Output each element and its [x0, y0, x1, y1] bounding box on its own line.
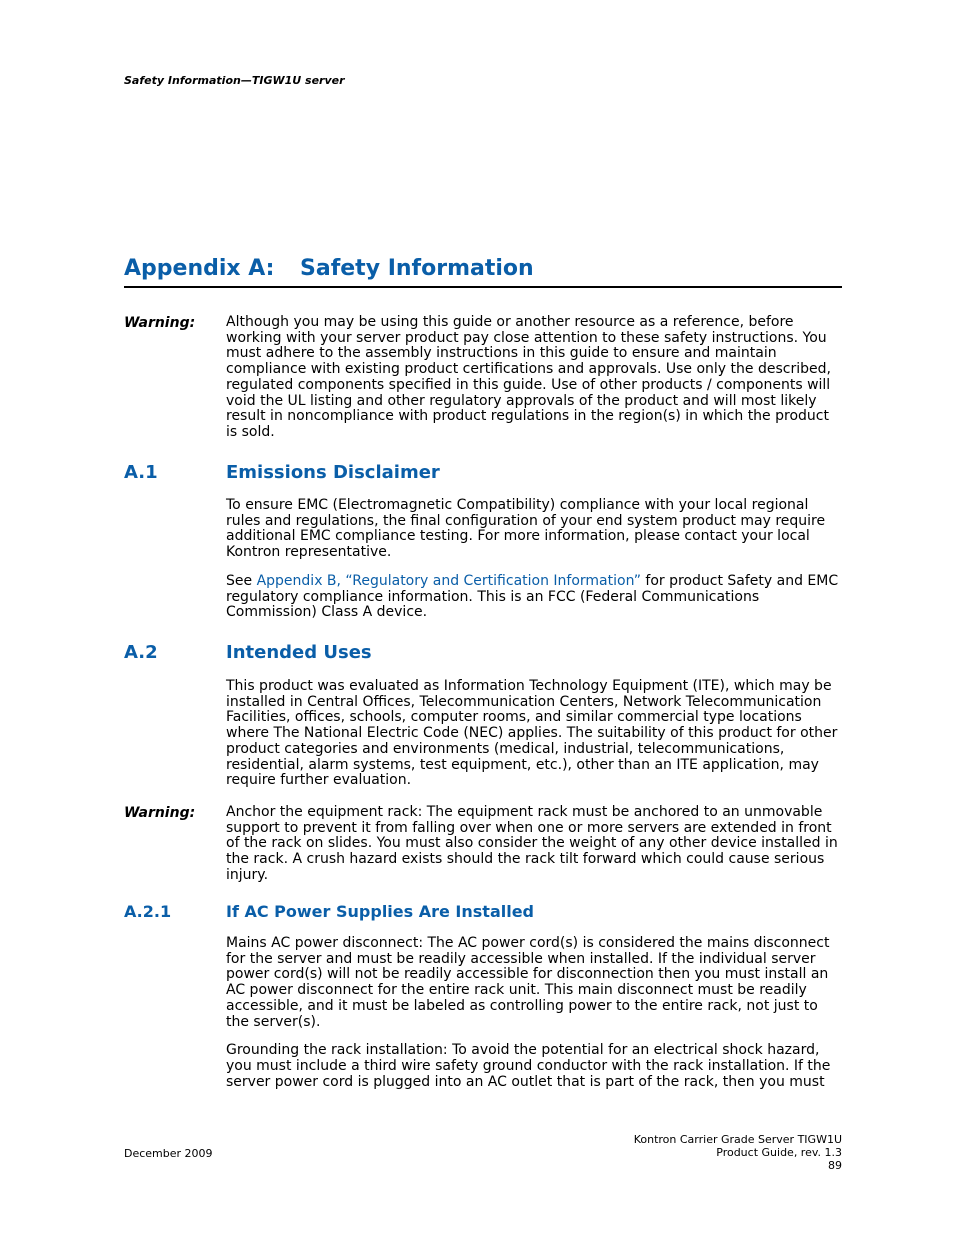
- warning-block-2: [124, 805, 842, 884]
- warning-label: Warning:: [124, 315, 196, 331]
- paragraph: Grounding the rack installation: To avoid the potential for an electrical shock hazard, you must include a third wire safety ground conductor with the rack installation. If the server power cord is plugged into an AC outlet that is part of the rack, then you must: [226, 1042, 831, 1090]
- section-heading-a2: [124, 642, 372, 663]
- section-number: A.2.1: [124, 902, 172, 921]
- page-title: [124, 256, 842, 288]
- section-title: Intended Uses: [226, 642, 372, 663]
- section-number: A.1: [124, 462, 158, 483]
- paragraph: This product was evaluated as Information Technology Equipment (ITE), which may be installed in Central Offices, Telecommunication Centers, Network Telecommunication Facilities, offices, schools, computer rooms, and similar commercial type locations where The National Electric Code (NEC) applies. The suitability of this product for other product categories and environments (medical, industrial, telecommunications, residential, alarm systems, test equipment, etc.), other than an ITE application, may require further evaluation.: [226, 678, 838, 789]
- section-a21-body: [124, 936, 842, 1090]
- appendix-number: Appendix A:: [124, 256, 275, 281]
- footer-date: December 2009: [124, 1147, 213, 1160]
- running-header: Safety Information—TIGW1U server: [124, 74, 345, 87]
- appendix-title: Safety Information: [300, 256, 534, 281]
- section-a2-body: [124, 679, 842, 789]
- footer-product: Kontron Carrier Grade Server TIGW1U: [633, 1133, 842, 1146]
- page-number: 89: [828, 1159, 842, 1172]
- warning-text: Anchor the equipment rack: The equipment rack must be anchored to an unmovable support to prevent it from falling over when one or more servers are extended in front of the rack on slides. You must also consider the weight of any other device installed in the rack. A crush hazard exists should the rack tilt forward which could cause serious injury.: [226, 804, 838, 883]
- paragraph: To ensure EMC (Electromagnetic Compatibility) compliance with your local regional rules and regulations, the final configuration of your end system product may require additional EMC compliance testing. For more information, please contact your local Kontron representative.: [226, 497, 826, 561]
- section-heading-a21: [124, 902, 534, 921]
- warning-text: Although you may be using this guide or another resource as a reference, before working with your server product pay close attention to these safety instructions. You must adhere to the assembly instructions in this guide to ensure and maintain compliance with existing product certifications and approvals. Use only the described, regulated components specified in this guide. Use of other products / components will void the UL listing and other regulatory approvals of the product and will most likely result in noncompliance with product regulations in the region(s) in which the product is sold.: [226, 314, 831, 440]
- section-a1-body: [124, 498, 842, 621]
- section-title: If AC Power Supplies Are Installed: [226, 902, 535, 921]
- footer-info: [634, 1133, 842, 1172]
- paragraph: See Appendix B, “Regulatory and Certification Information” for product Safety and EMC regulatory compliance information. This is an FCC (Federal Communications Commission) Class A device.: [226, 572, 839, 621]
- section-title: Emissions Disclaimer: [226, 462, 440, 483]
- warning-block-1: [124, 315, 842, 441]
- appendix-b-link[interactable]: Appendix B, “Regulatory and Certification Information”: [256, 572, 641, 589]
- section-heading-a1: [124, 462, 440, 483]
- warning-label: Warning:: [124, 805, 196, 821]
- section-number: A.2: [124, 642, 158, 663]
- paragraph: Mains AC power disconnect: The AC power cord(s) is considered the mains disconnect for the server and must be readily accessible when installed. If the individual server power cord(s) will not be readily accessible for disconnection then you must install an AC power disconnect for the entire rack unit. This main disconnect must be readily accessible, and it must be labeled as controlling power to the entire rack, not just to the server(s).: [226, 935, 830, 1030]
- footer-guide: Product Guide, rev. 1.3: [716, 1146, 842, 1159]
